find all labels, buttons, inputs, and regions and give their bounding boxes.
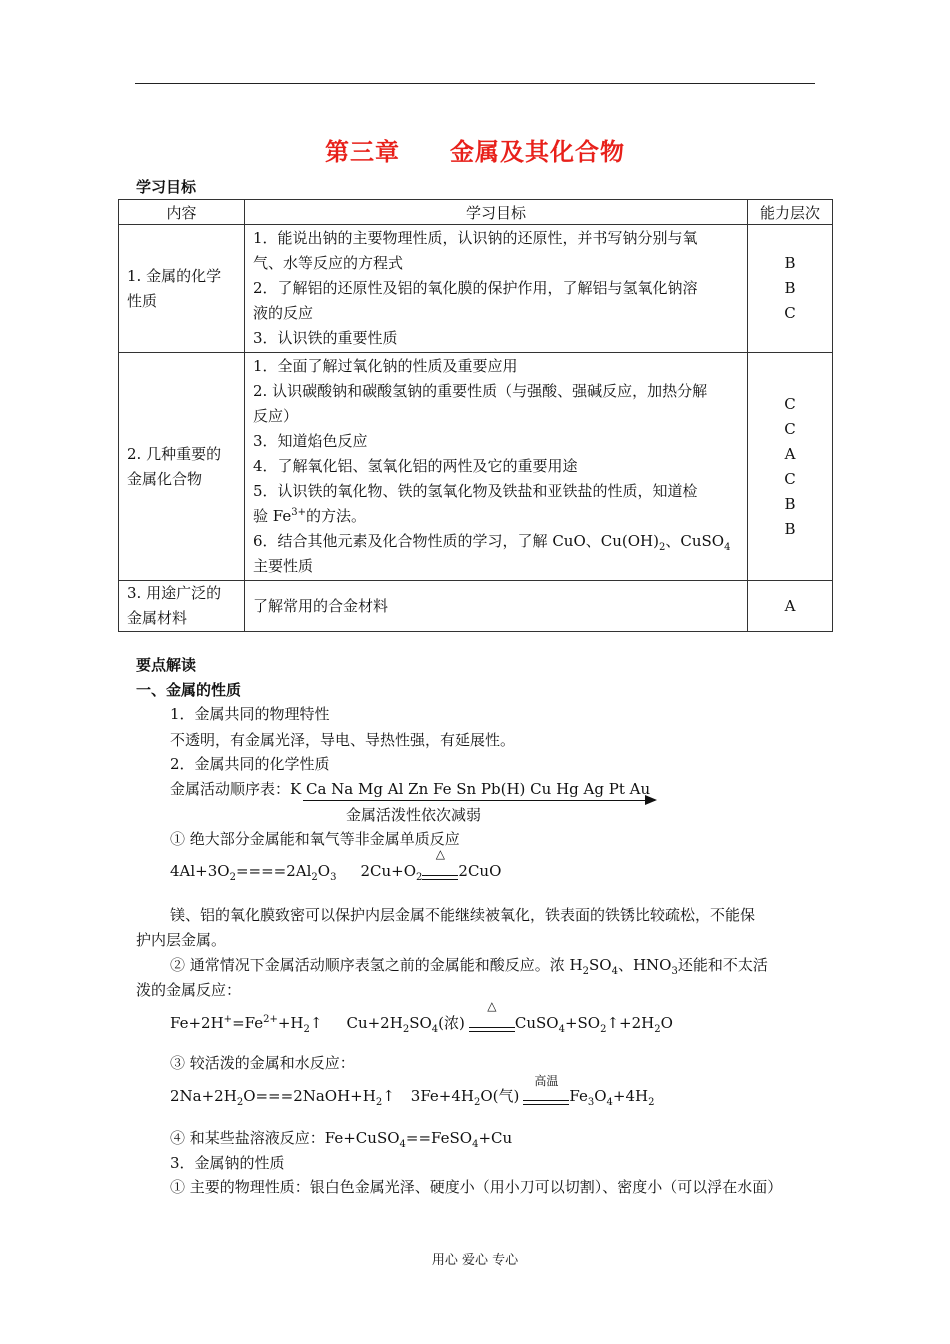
page-title: 第三章 金属及其化合物 — [325, 138, 625, 166]
goal-line: 1．能说出钠的主要物理性质，认识钠的还原性，并书写钠分别与氧 — [253, 229, 698, 247]
level-value: C — [784, 394, 796, 413]
activity-series: K Ca Na Mg Al Zn Fe Sn Pb(H) Cu Hg Ag Pt Au — [290, 780, 651, 798]
high-temp-condition: 高温 — [523, 1087, 569, 1105]
goal-line-6 — [253, 529, 739, 554]
header-goals: 学习目标 — [245, 200, 748, 225]
row-content: 3. 用途广泛的金属材料 — [119, 581, 245, 632]
activity-series-label: 金属活动顺序表： — [170, 780, 291, 798]
paragraph: ④ 和某些盐溶液反应：Fe+CuSO$_4$==FeSO$_4$+Cu — [170, 1129, 513, 1150]
page-footer: 用心 爱心 专心 — [431, 1253, 519, 1268]
paragraph: ② 通常情况下金属活动顺序表氢之前的金属能和酸反应。浓 $H_2SO_4$、$HNO_3$还能和不太活 — [170, 956, 768, 977]
goal6-b: 、CuSO — [665, 532, 725, 550]
goal-line: 气、水等反应的方程式 — [253, 254, 404, 272]
goals-table — [118, 199, 833, 632]
paragraph: 1．金属共同的物理特性 — [170, 705, 330, 723]
level-value: A — [784, 596, 796, 615]
paragraph: ① 主要的物理性质：银白色金属光泽、硬度小（用小刀可以切割）、密度小（可以浮在水面） — [170, 1178, 783, 1196]
goal6-sub1: 2 — [658, 542, 666, 553]
level-value: B — [784, 279, 796, 297]
table-header-row — [119, 200, 833, 225]
goals-heading: 学习目标 — [136, 178, 197, 196]
goal-line: 2. 认识碳酸钠和碳酸氢钠的重要性质（与强酸、强碱反应，加热分解 — [253, 382, 708, 400]
row-content: 2. 几种重要的金属化合物 — [119, 353, 245, 581]
heat-condition: △ — [469, 1014, 515, 1032]
row-levels — [748, 581, 833, 632]
paragraph: 镁、铝的氧化膜致密可以保护内层金属不能继续被氧化，铁表面的铁锈比较疏松，不能保 — [170, 906, 756, 924]
top-rule — [135, 83, 815, 84]
level-value: B — [784, 519, 796, 538]
table-row — [119, 353, 833, 581]
goal-line: 反应） — [253, 407, 299, 425]
row-goals — [245, 353, 748, 581]
goal-fe-suffix: 的方法。 — [305, 507, 366, 525]
goal-line: 2．了解铝的还原性及铝的氧化膜的保护作用，了解铝与氢氧化钠溶 — [253, 279, 698, 297]
paragraph: 不透明，有金属光泽，导电、导热性强，有延展性。 — [170, 731, 516, 749]
level-value: C — [784, 304, 796, 322]
goal6-sub2: 4 — [724, 542, 731, 553]
section1-heading: 一、金属的性质 — [136, 681, 242, 699]
key-points-heading: 要点解读 — [136, 656, 197, 674]
paragraph: ① 绝大部分金属能和氧气等非金属单质反应 — [170, 830, 460, 848]
level-value: A — [784, 444, 796, 463]
level-value: C — [784, 469, 796, 488]
paragraph: 3．金属钠的性质 — [170, 1154, 285, 1172]
table-row — [119, 581, 833, 632]
table-row — [119, 225, 833, 353]
row-levels — [748, 353, 833, 581]
goal-line: 1．全面了解过氧化钠的性质及重要应用 — [253, 357, 518, 375]
equation-3: $2Na+2H_2O===2NaOH+H_2↑$ $3Fe+4H_2O$(气) 高温 $Fe_3O_4+4H_2$ — [170, 1074, 655, 1108]
header-content: 内容 — [119, 200, 245, 225]
activity-caption: 金属活泼性依次减弱 — [346, 806, 482, 824]
paragraph: 泼的金属反应： — [136, 981, 242, 999]
row-goals — [245, 225, 748, 353]
goal-line: 主要性质 — [253, 557, 314, 575]
activity-series-line — [170, 778, 650, 799]
paragraph: 护内层金属。 — [136, 931, 227, 949]
paragraph: ③ 较活泼的金属和水反应： — [170, 1054, 355, 1072]
series-arrow-line — [303, 800, 655, 801]
row-levels — [748, 225, 833, 353]
row-goals — [245, 581, 748, 632]
goal-fe-sup: 3+ — [291, 507, 306, 518]
goal-line: 5．认识铁的氧化物、铁的氢氧化物及铁盐和亚铁盐的性质，知道检 — [253, 482, 698, 500]
header-level: 能力层次 — [748, 200, 833, 225]
paragraph: 2．金属共同的化学性质 — [170, 755, 330, 773]
goal-line: 了解常用的合金材料 — [253, 596, 389, 615]
arrow-right-icon — [645, 795, 657, 805]
level-value: C — [784, 419, 796, 438]
equation-2: $Fe+2H^+=Fe^{2+}+H_2↑$ $Cu+2H_2SO_4$(浓) △ $CuSO_4+SO_2↑+2H_2O$ — [170, 999, 673, 1035]
goal-line: 3．认识铁的重要性质 — [253, 329, 398, 347]
level-value: B — [784, 494, 796, 513]
goal-fe-prefix: 验 Fe — [253, 507, 292, 525]
goal-line: 3．知道焰色反应 — [253, 432, 368, 450]
goal-line-fe — [253, 504, 739, 529]
equation-1: $4Al+3O_2====2Al_2O_3$ $2Cu+O_2$ △ 2CuO — [170, 847, 502, 883]
heat-condition: △ — [422, 862, 458, 880]
goal6-a: 6．结合其他元素及化合物性质的学习，了解 CuO、Cu(OH) — [253, 532, 659, 550]
row-content: 1. 金属的化学性质 — [119, 225, 245, 353]
goal-line: 4．了解氧化铝、氢氧化铝的两性及它的重要用途 — [253, 457, 578, 475]
goal-line: 液的反应 — [253, 304, 314, 322]
level-value: B — [784, 254, 796, 272]
